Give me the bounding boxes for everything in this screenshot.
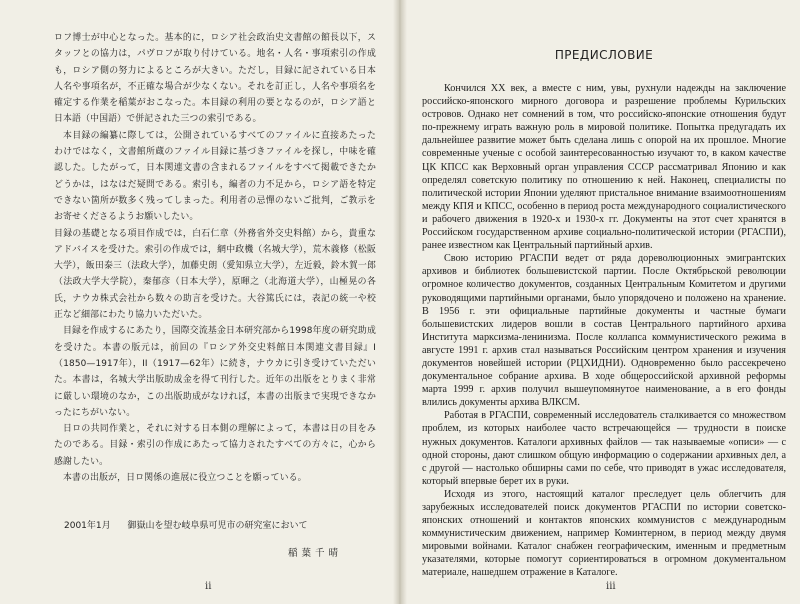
signature-place: 御嶽山を望む岐阜県可児市の研究室において [127,521,308,532]
jp-paragraph-4: 目録を作成するにあたり，国際交流基金日本研究部から1998年度の研究助成を受けた。本書の版元は，前回の『ロシア外交史料館日本関連文書目録』I（1850—1917年），II（1917—62年）に続き，ナウカに引き受けていただいた。本書は，名城大学出版助成金を得て刊行した。近年の出版をとりまく非常に厳しい環境のなか，この出版助成がなければ，本書の出版まで実現できなかったにちがいない。 [54,326,376,418]
right-page-number: iii [606,581,616,592]
jp-paragraph-3: 目録の基礎となる項目作成では，白石仁章（外務省外交史料館）から，貴重なアドバイスを受けた。索引の作成では，網中政機（名城大学），荒木義修（松阪大学），飯田泰三（法政大学），加藤史朗（愛知県立大学），左近毅，鈴木賀一郎（法政大学大学院），秦郁彦（日本大学），原暉之（北海道大学），山極晃の各氏，ナウカ株式会社から数々の助言を受けた。大谷篤氏には，表記の統一や校正など細部にわたり協力いただいた。 [54,228,376,321]
signature-date: 2001年1月 [64,521,111,532]
ru-paragraph-1: Кончился XX век, а вместе с ним, увы, рухнули надежды на заключение российско-японского мирного договора и разрешение проблемы Курильских островов. Однако нет сомнений в том, что российско-японские отношения будут по-прежнему играть важную роль в мировой политике. Попытка предугадать их дальнейшее развитие может быть сделана лишь с опорой на их прошлое. Многие современные ученые с особой заинтересованностью изучают то, в каком качестве ЦК КПСС как Верховный орган управления СССР рассматривал Японию и как определял советскую политику по отношению к ней. Наконец, специалисты по политической истории Японии уделяют пристальное внимание взаимоотношениям между КПЯ и КПСС, особенно в период роста международного социалистического и рабочего движения в 1920-х и 1930-х гг. Документы на этот счет хранятся в Российском государственном архиве социально-политической истории (РГАСПИ), ранее известном как Центральный партийный архив. [422,83,786,252]
book-gutter [393,0,407,604]
ru-paragraph-3: Работая в РГАСПИ, современный исследователь сталкивается со множеством проблем, из которых наиболее часто встречающейся — трудности в поиске нужных документов. Каталоги архивных файлов — так называемые «описи» — с одной стороны, дают слишком общую информацию о содержании архивных дел, а с другой — настолько обширны сами по себе, что приводят в ужас исследователя, который впервые берет их в руки. [422,410,786,487]
author-name: 稲葉千晴 [287,548,342,560]
signature-date-line [64,518,376,531]
jp-paragraph-1: ロフ博士が中心となった。基本的に，ロシア社会政治史文書館の館長以下，スタッフとの協力は，パヴロフが取り付けている。地名・人名・事項索引の作成も，ロシア側の努力によるところが大きい。ただし，目録に記されている日本人名や事項名が，不正確な場合が少なくない。それを訂正し，人名や事項名を確定する作業を稲葉がおこなった。本目録の利用の要となるのが，ロシア語と日本語（中国語）で併記された三つの索引である。 [54,33,376,125]
ru-paragraph-2: Свою историю РГАСПИ ведет от ряда дореволюционных эмигрантских архивов и библиотек большевистской партии. После Октябрьской революции огромное количество документов, созданных Центральным Комитетом и другими руководящими партийными органами, было упорядочено и положено на хранение. В 1956 г. эти официальные партийные документы и частные бумаги большевистских лидеров вошли в состав Центрального партийного архива Института марксизма-ленинизма. После коллапса коммунистического режима в августе 1991 г. архив стал называться Российским центром хранения и изучения документов новейшей истории (РЦХИДНИ). Одновременно было рассекречено документальное собрание архива. В ходе общероссийской архивной реформы марта 1999 г. архив получил вышеупомянутое наименование, а в его фонды влились документы архива ВЛКСМ. [422,253,786,409]
right-page [396,0,800,604]
left-page-number: ii [205,581,212,592]
jp-paragraph-5: 日ロの共同作業と，それに対する日本側の理解によって，本書は日の目をみたのである。目録・索引の作成にあたって協力されたすべての方々に，心から感謝したい。 [54,424,376,467]
ru-paragraph-4: Исходя из этого, настоящий каталог преследует цель облегчить для зарубежных исследователей поиск документов РГАСПИ по истории советско-японских отношений и контактов японских коммунистов с международным коммунистическим движением, например Коминтерном, в период между двумя мировыми войнами. Каталог снабжен географическим, именным и предметным указателями, которые помогут сориентироваться в огромном документальном материале, нашедшем отражение в Каталоге. [422,488,786,579]
preface-title: ПРЕДИСЛОВИЕ [554,48,654,62]
jp-paragraph-2: 本目録の編纂に際しては，公開されているすべてのファイルに直接あたったわけではなく，文書館所蔵のファイル目録に基づきファイルを探し，中味を確認した。したがって，日本関連文書の含まれるファイルをすべて掲載できたかどうかは，はなはだ疑問である。索引も，編者の力不足から，ロシア語を特定できない箇所が数多く残ってしまった。利用者の忌憚のないご批判，ご教示をお寄せくださるようお願いしたい。 [54,130,376,223]
jp-paragraph-6: 本書の出版が，日ロ関係の進展に役立つことを願っている。 [63,473,307,484]
left-page [0,0,396,604]
